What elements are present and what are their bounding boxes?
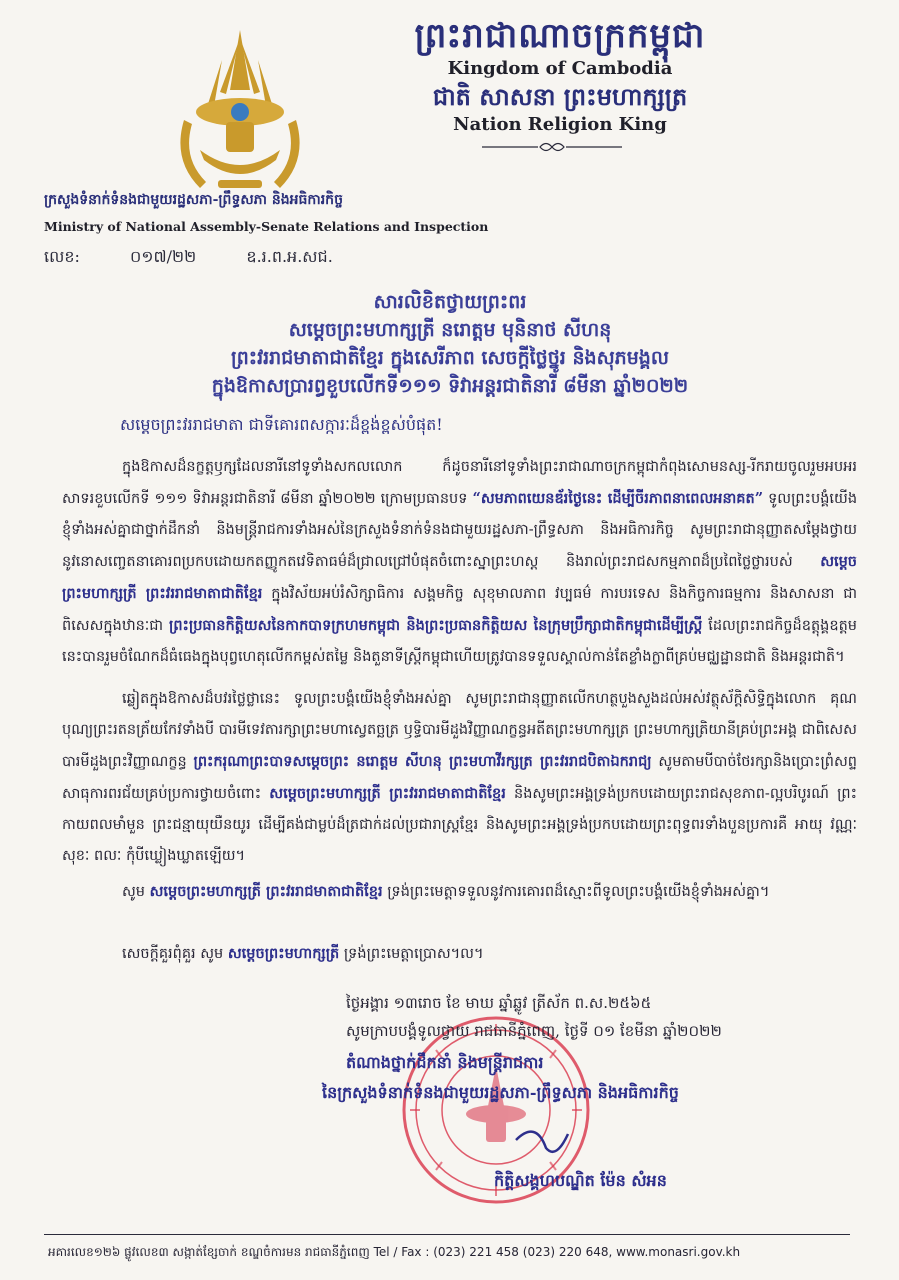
p1-text-g: ដែលព្រះរាជកិច្ចដ៏ឧត្តុង្គឧត្តមនេះបានរួមចំណែកដ៏ធំធេងក្នុងបុព្វហេតុលើកកម្ពស់តម្លៃ និងតួនាទីស្ត្រីកម្ពុជាហើយត្រូវបានទទួលស្គាល់កាន់តែខ្លាំងក្លាពីគ្រប់មជ្ឈដ្ឋានជាតិ និងអន្តរជាតិ។ <box>62 618 857 665</box>
p2-queen-title: សម្តេចព្រះមហាក្សត្រី ព្រះវររាជមាតាជាតិខ្មែរ <box>269 785 506 802</box>
p4-text-c: ទ្រង់ព្រះមេត្តាប្រោស។ល។ <box>343 946 484 962</box>
letter-title-line4: ក្នុងឱកាសប្រារព្ធខួបលើកទី១១១ ទិវាអន្តរជាតិនារី ៨មីនា ឆ្នាំ២០២២ <box>211 375 689 397</box>
p2-text-e: និងសូមព្រះអង្គទ្រង់ប្រកបដោយព្រះរាជសុខភាព-ល្អបរិបូរណ៍ ព្រះកាយពលមាំមួន ព្រះជន្មាយុយឺនយូរ ដើម្បីគង់ជាម្លប់ដ៏ត្រជាក់ដល់ប្រជារាស្ត្រខ្មែរ និងសូមព្រះអង្គទ្រង់ប្រកបដោយព្រះពុទ្ធពរទាំងបួនប្រការគឺ អាយុ វណ្ណៈ សុខៈ ពលៈ កុំបីឃ្លៀងឃ្លាតឡើយ។ <box>62 786 858 864</box>
reference-label: លេខ: <box>44 247 80 266</box>
reference-number-value: ០១៧/២២ <box>130 247 197 266</box>
national-motto-english: Nation Religion King <box>453 114 667 135</box>
p3-queen-title: សម្តេចព្រះមហាក្សត្រី ព្រះវររាជមាតាជាតិខ្មែរ <box>149 883 383 900</box>
p1-queen-title: សម្តេចព្រះមហាក្សត្រី ព្រះវររាជមាតាជាតិខ្មែរ <box>62 553 858 602</box>
p1-text-c: ទូលព្រះបង្គំយើងខ្ញុំទាំងអស់គ្នាជាថ្នាក់ដឹកនាំ និងមន្ត្រីរាជការទាំងអស់នៃក្រសួងទំនាក់ទំនងជាមួយរដ្ឋសភា-ព្រឹទ្ធសភា និងអធិការកិច្ច សូមព្រះរាជានុញ្ញាតសម្តែងថ្វាយនូវនោសញ្ចេតនាគោរពប្រកបដោយកតញ្ញូកតវេទិតាធម៌ដ៏ជ្រាលជ្រៅបំផុតចំពោះស្នាព្រះហស្ត និងរាល់ព្រះរាជសកម្មភាពដ៏ប្រពៃថ្លៃថ្លារបស់ <box>62 491 858 570</box>
signatory-name: កិត្តិសង្គហបណ្ឌិត ម៉ែន សំអន <box>494 1171 667 1190</box>
national-motto-khmer: ជាតិ សាសនា ព្រះមហាក្សត្រ <box>432 82 688 111</box>
footer-website[interactable]: www.monasri.gov.kh <box>616 1245 741 1259</box>
body-paragraph-3 <box>62 876 857 908</box>
footer-phone-1: (023) 221 458 <box>433 1245 519 1259</box>
letter-title-line3: ព្រះវររាជមាតាជាតិខ្មែរ ក្នុងសេរីភាព សេចក្តីថ្លៃថ្នូរ និងសុភមង្គល <box>231 347 669 369</box>
place-and-date: សូមក្រាបបង្គំទូលថ្វាយ រាជធានីភ្នំពេញ, ថ្ងៃទី ០១ ខែមីនា ឆ្នាំ២០២២ <box>346 1022 722 1040</box>
kingdom-title-khmer: ព្រះរាជាណាចក្រកម្ពុជា <box>414 16 706 56</box>
p1-text-e: ក្នុងវិស័យអប់រំសិក្សាធិការ សង្គមកិច្ច សុខុមាលភាព វប្បធម៌ ការបរទេស និងកិច្ចការធម្មការ និងសាសនា ជាពិសេសក្នុងឋានៈជា <box>62 586 858 634</box>
footer-phone-2: (023) 220 648 <box>522 1245 609 1259</box>
p2-text-c: សូមតាមបីបាច់ថែរក្សានិងប្រោះព្រំសព្ទសាធុការពរជ័យគ្រប់ប្រការថ្វាយចំពោះ <box>62 754 857 802</box>
body-paragraph-2 <box>62 684 857 872</box>
p1-theme: “សមភាពយេនឌ័រថ្ងៃនេះ ដើម្បីចីរភាពនាពេលអនាគត” <box>472 490 764 507</box>
kingdom-title-english: Kingdom of Cambodia <box>447 58 673 79</box>
body-paragraph-4 <box>62 938 857 970</box>
p2-king-father-title: ព្រះករុណាព្រះបាទសម្តេចព្រះ នរោត្តម សីហនុ ព្រះមហាវីរក្សត្រ ព្រះវររាជបិតាឯករាជ្យ <box>193 753 652 770</box>
salutation: សម្តេចព្រះវររាជមាតា ជាទីគោរពសក្ការៈដ៏ខ្ពង់ខ្ពស់បំផុត! <box>120 415 443 434</box>
p1-text-a: ក្នុងឱកាសដ៏នក្ខត្តឫក្សដែលនារីនៅទូទាំងសកលលោក ក៏ដូចនារីនៅទូទាំងព្រះរាជាណាចក្រកម្ពុជាកំពុងសោមនស្ស-រីករាយចូលរួមអបអរសាទរខួបលើកទី ១១១ ទិវាអន្តរជាតិនារី ៨មីនា ឆ្នាំ២០២២ ក្រោមប្រធានបទ <box>62 459 857 507</box>
letter-title-line2: សម្តេចព្រះមហាក្សត្រី នរោត្តម មុនិនាថ សីហនុ <box>288 319 612 341</box>
signatory-line-2: នៃក្រសួងទំនាក់ទំនងជាមួយរដ្ឋសភា-ព្រឹទ្ធសភា និងអធិការកិច្ច <box>322 1083 679 1102</box>
p3-text-a: សូម <box>122 884 146 900</box>
body-paragraph-1 <box>62 452 857 673</box>
footer-divider <box>44 1234 850 1235</box>
p4-text-a: សេចក្តីគួរពុំគួរ សូម <box>122 946 224 962</box>
lunar-date: ថ្ងៃអង្គារ ១៣រោច ខែ មាឃ ឆ្នាំឆ្លូវ ត្រីស័ក ព.ស.២៥៦៥ <box>346 994 652 1012</box>
signatory-line-1: តំណាងថ្នាក់ដឹកនាំ និងមន្ត្រីរាជការ <box>346 1053 544 1072</box>
p2-text-a: ឆ្លៀតក្នុងឱកាសដ៏បវរថ្លៃថ្លានេះ ទូលព្រះបង្គំយើងខ្ញុំទាំងអស់គ្នា សូមព្រះរាជានុញ្ញាតលើកហត្ថបួងសួងដល់អស់វត្ថុស័ក្តិសិទ្ធិក្នុងលោក គុណបុណ្យព្រះរតនត្រ័យកែវទាំងបី បារមីទេវតារក្សាព្រះមហាស្វេតច្ឆត្រ ឫទ្ធិបារមីដួងវិញ្ញាណក្ខន្ធអតីតព្រះមហាក្សត្រ ព្រះមហាក្សត្រិយានីគ្រប់ព្រះអង្គ ជាពិសេសបារមីដួងព្រះវិញ្ញាណក្ខន្ធ <box>62 691 857 770</box>
ministry-name-khmer: ក្រសួងទំនាក់ទំនងជាមួយរដ្ឋសភា-ព្រឹទ្ធសភា និងអធិការកិច្ច <box>44 192 343 208</box>
p1-honorary-roles: ព្រះប្រធានកិត្តិយសនៃកាកបាទក្រហមកម្ពុជា និងព្រះប្រធានកិត្តិយស នៃក្រុមប្រឹក្សាជាតិកម្ពុជាដើម្បីស្ត្រី <box>169 617 703 634</box>
reference-number <box>44 246 333 270</box>
footer-contact: អគារលេខ១២៦ ផ្លូវលេខ៣ សង្កាត់ខ្សែចាក់ ខណ្ឌចំការមន រាជធានីភ្នំពេញ Tel / Fax : (023) 221 458 (023) 220 648, www.monasri.gov.kh <box>48 1245 741 1259</box>
p4-queen-title: សម្តេចព្រះមហាក្សត្រី <box>227 945 340 962</box>
letter-title-line1: សារលិខិតថ្វាយព្រះពរ <box>373 291 527 313</box>
royal-emblem-icon <box>160 20 320 200</box>
reference-code: ឧ.រ.ព.អ.សជ. <box>246 247 333 266</box>
footer-address: អគារលេខ១២៦ ផ្លូវលេខ៣ សង្កាត់ខ្សែចាក់ ខណ្ឌចំការមន រាជធានីភ្នំពេញ <box>48 1245 370 1259</box>
ministry-name-english: Ministry of National Assembly-Senate Relations and Inspection <box>44 219 489 234</box>
p3-text-c: ទ្រង់ព្រះមេត្តាទទួលនូវការគោរពដ៏ស្មោះពីទូលព្រះបង្គំយើងខ្ញុំទាំងអស់គ្នា។ <box>387 884 770 900</box>
footer-telfax-label: Tel / Fax : <box>373 1245 430 1259</box>
header-ornament-icon <box>482 140 622 154</box>
